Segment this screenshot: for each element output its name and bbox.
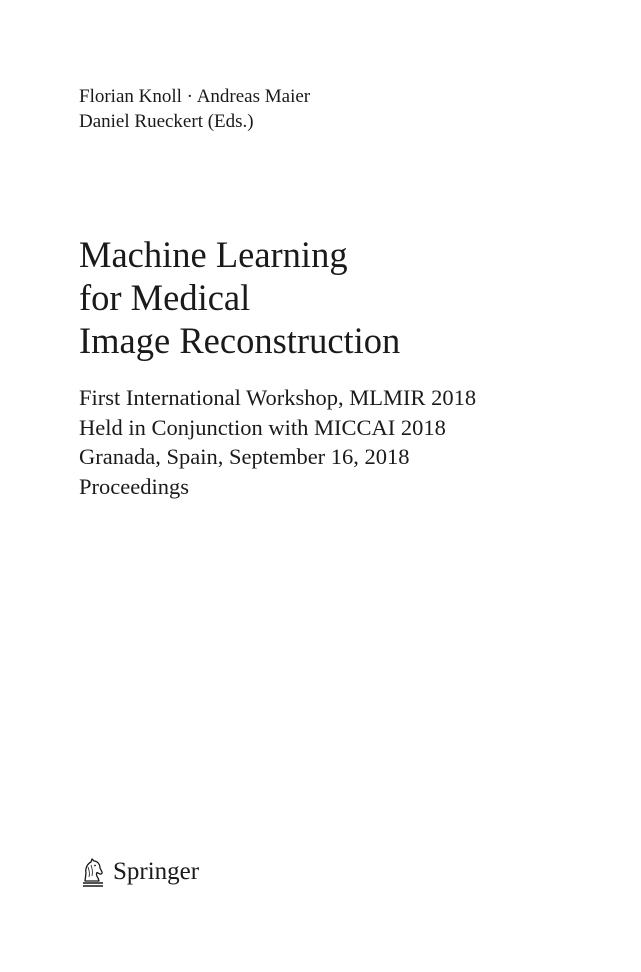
title-line-3: Image Reconstruction bbox=[79, 320, 401, 361]
subtitle-line-2: Held in Conjunction with MICCAI 2018 bbox=[79, 414, 446, 440]
subtitle-line-3: Granada, Spain, September 16, 2018 bbox=[79, 444, 410, 469]
publisher-name: Springer bbox=[113, 858, 200, 885]
editors-block bbox=[79, 84, 310, 134]
subtitle-line-4: Proceedings bbox=[79, 473, 189, 499]
book-subtitle bbox=[79, 383, 476, 501]
publisher-imprint bbox=[79, 855, 199, 889]
book-title bbox=[79, 233, 400, 362]
subtitle-line-1: First International Workshop, MLMIR 2018 bbox=[79, 385, 477, 410]
springer-knight-icon bbox=[79, 855, 113, 889]
title-line-1: Machine Learning bbox=[79, 234, 348, 275]
editors-line-1: Florian Knoll · Andreas Maier bbox=[79, 86, 311, 107]
editors-line-2: Daniel Rueckert (Eds.) bbox=[79, 111, 254, 132]
title-line-2: for Medical bbox=[79, 277, 251, 318]
